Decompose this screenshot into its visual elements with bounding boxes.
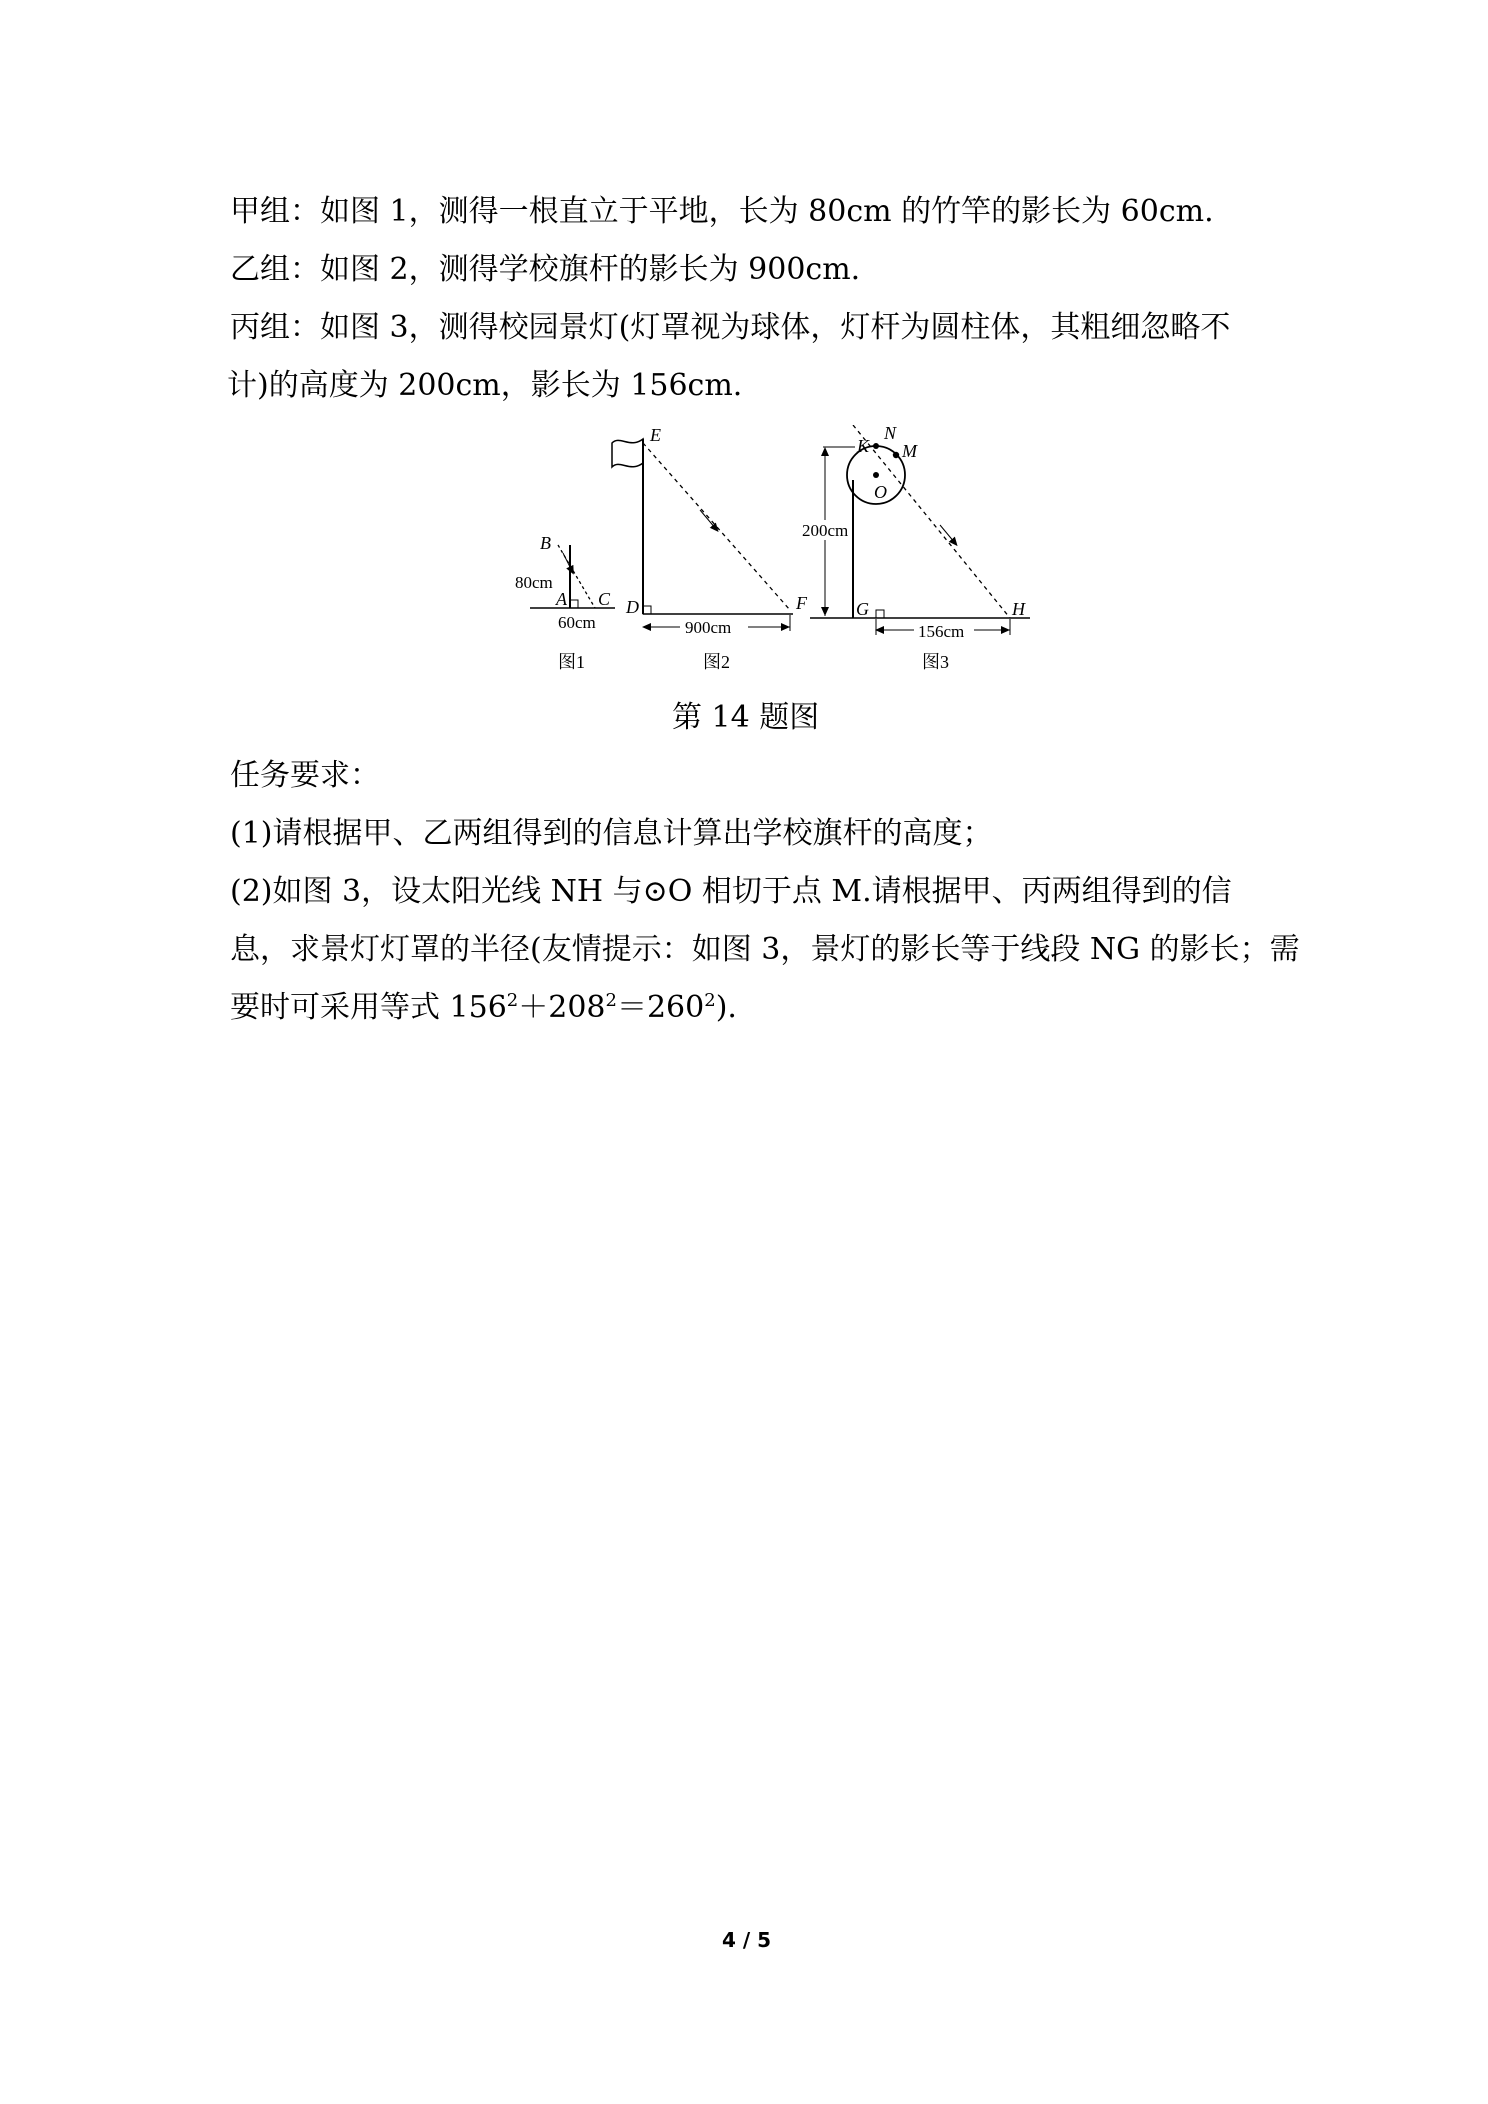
question-2-line2: 息，求景灯灯罩的半径(友情提示：如图 3，景灯的影长等于线段 NG 的影长；需 (230, 932, 1300, 967)
figure-2 (612, 425, 808, 672)
page-number: 4 / 5 (722, 1928, 772, 1952)
label-156cm: 156cm (918, 622, 965, 641)
figure-1 (515, 533, 615, 672)
label-fig2: 图2 (703, 652, 730, 672)
label-B: B (540, 533, 551, 553)
label-H: H (1012, 599, 1025, 619)
label-C: C (598, 589, 611, 609)
label-M: M (902, 441, 917, 461)
task-title: 任务要求： (230, 758, 380, 793)
label-N: N (884, 425, 897, 443)
label-60cm: 60cm (558, 613, 596, 632)
question-2-line1: (2)如图 3，设太阳光线 NH 与⊙O 相切于点 M.请根据甲、丙两组得到的信 (230, 874, 1232, 909)
question-2-line3: 要时可采用等式 $156^2+208^2=260^2$). (230, 990, 737, 1025)
figure-14 (500, 425, 1060, 680)
paragraph-group-bing-line1: 丙组：如图 3，测得校园景灯(灯罩视为球体，灯杆为圆柱体，其粗细忽略不 (230, 310, 1231, 345)
paragraph-group-jia: 甲组：如图 1，测得一根直立于平地，长为 80cm 的竹竿的影长为 60cm. (230, 194, 1214, 229)
label-900cm: 900cm (685, 618, 732, 637)
label-A: A (556, 589, 567, 609)
label-fig1: 图1 (558, 652, 585, 672)
paragraph-group-yi: 乙组：如图 2，测得学校旗杆的影长为 900cm. (230, 252, 861, 287)
figure-caption: 第 14 题图 (672, 700, 820, 735)
label-D: D (626, 597, 639, 617)
label-K: K (857, 436, 870, 456)
question-1: (1)请根据甲、乙两组得到的信息计算出学校旗杆的高度； (230, 816, 993, 851)
paragraph-group-bing-line2: 计)的高度为 200cm，影长为 156cm. (227, 368, 743, 403)
label-E: E (650, 425, 661, 445)
label-fig3: 图3 (922, 652, 949, 672)
label-F: F (796, 593, 807, 613)
label-O: O (874, 482, 887, 502)
label-80cm: 80cm (515, 573, 553, 592)
figure-3 (801, 425, 1030, 672)
label-G: G (856, 599, 869, 619)
label-200cm: 200cm (802, 521, 849, 540)
